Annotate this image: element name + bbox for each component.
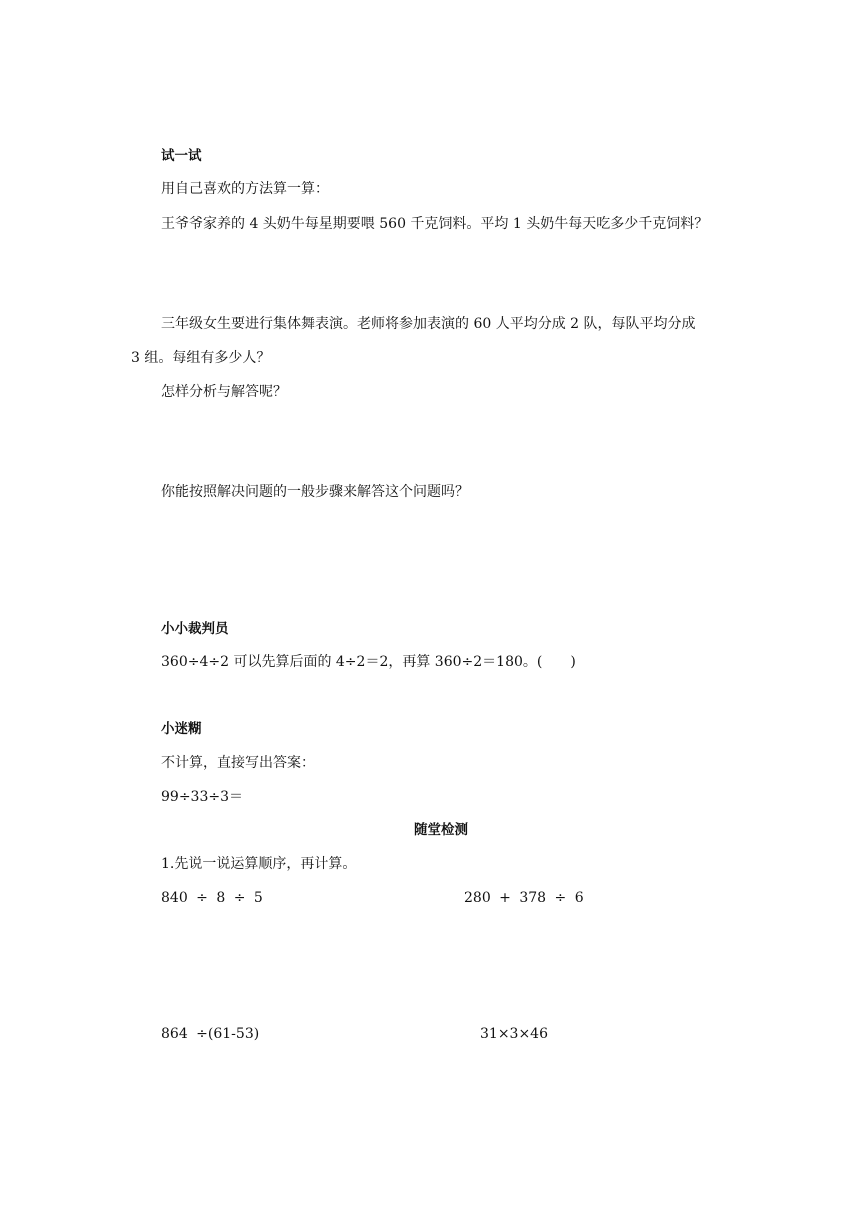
try-heading: 试一试 xyxy=(161,148,202,164)
dance-question: 怎样分析与解答呢？ xyxy=(161,384,287,400)
quiz-task: 1.先说一说运算顺序，再计算。 xyxy=(161,856,357,872)
judge-statement: 360÷4÷2 可以先算后面的 4÷2＝2，再算 360÷2＝180。( ) xyxy=(161,654,576,670)
dance-followup: 你能按照解决问题的一般步骤来解答这个问题吗？ xyxy=(161,484,469,500)
puzzle-heading: 小迷糊 xyxy=(161,721,202,737)
quiz-heading: 随堂检测 xyxy=(414,822,468,838)
puzzle-expression: 99÷33÷3＝ xyxy=(161,789,243,805)
quiz-expression-3: 864 ÷(61-53) xyxy=(161,1026,260,1042)
judge-heading: 小小裁判员 xyxy=(161,621,229,637)
try-instruction: 用自己喜欢的方法算一算： xyxy=(161,181,329,197)
try-problem: 王爷爷家养的 4 头奶牛每星期要喂 560 千克饲料。平均 1 头奶牛每天吃多少千克饲料？ xyxy=(161,216,709,232)
dance-problem-line1: 三年级女生要进行集体舞表演。老师将参加表演的 60 人平均分成 2 队，每队平均分成 xyxy=(161,316,696,332)
puzzle-instruction: 不计算，直接写出答案： xyxy=(161,755,315,771)
quiz-expression-2: 280 + 378 ÷ 6 xyxy=(464,890,584,906)
quiz-expression-1: 840 ÷ 8 ÷ 5 xyxy=(161,890,263,906)
quiz-expression-4: 31×3×46 xyxy=(480,1026,548,1042)
dance-problem-line2: 3 组。每组有多少人？ xyxy=(131,350,271,366)
